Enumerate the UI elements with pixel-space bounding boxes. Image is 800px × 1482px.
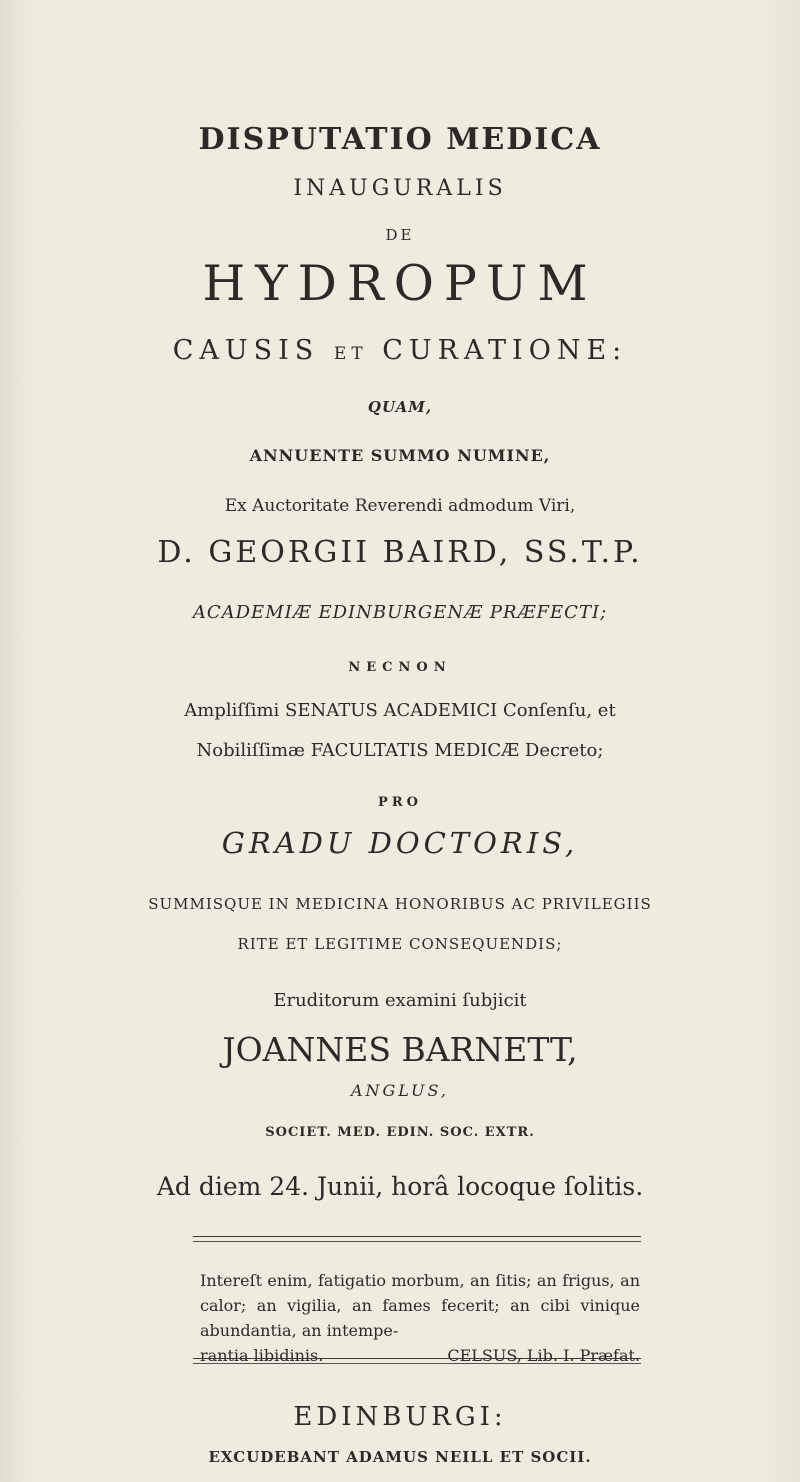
imprint-printer: EXCUDEBANT ADAMUS NEILL ET SOCII. xyxy=(208,1448,592,1466)
divider-rule-top-1 xyxy=(193,1236,641,1237)
academiae-edinburgenae: ACADEMIÆ EDINBURGENÆ PRÆFECTI; xyxy=(192,602,608,623)
necnon: NECNON xyxy=(348,660,452,675)
annuente-summo-numine: ANNUENTE SUMMO NUMINE, xyxy=(249,446,551,465)
eruditorum-examini: Eruditorum examini ſubjicit xyxy=(273,990,527,1011)
subject-curatione: CURATIONE: xyxy=(382,335,628,366)
divider-rule-bottom-1 xyxy=(193,1358,641,1359)
quote-text: Intereſt enim, fatigatio morbum, an ſitis; an frigus, an calor; an vigilia, an fames fecerit; an cibi vinique abundantia, an intempe- xyxy=(200,1271,640,1340)
epigraph-quote xyxy=(200,1268,640,1368)
quote-text-end: rantia libidinis. xyxy=(200,1346,324,1365)
author-society: SOCIET. MED. EDIN. SOC. EXTR. xyxy=(265,1125,535,1140)
quam: QUAM, xyxy=(367,398,433,416)
gradu-doctoris: GRADU DOCTORIS, xyxy=(221,826,579,860)
divider-rule-top-2 xyxy=(193,1241,641,1242)
author-nationality: ANGLUS, xyxy=(350,1081,450,1100)
imprint-city: EDINBURGI: xyxy=(293,1402,507,1432)
rite-line: RITE ET LEGITIME CONSEQUENDIS; xyxy=(237,935,563,953)
ad-diem: Ad diem 24. Junii, horâ locoque ſolitis. xyxy=(156,1172,644,1201)
subject-causis-line xyxy=(0,335,800,366)
quote-last-line xyxy=(200,1343,640,1368)
summisque-line: SUMMISQUE IN MEDICINA HONORIBUS AC PRIVILEGIIS xyxy=(148,895,652,913)
title-de: DE xyxy=(385,226,415,244)
georgii-baird: D. GEORGII BAIRD, SS.T.P. xyxy=(157,535,643,570)
pro: PRO xyxy=(378,795,422,810)
nobilissimae-facultatis: Nobiliſſimæ FACULTATIS MEDICÆ Decreto; xyxy=(196,740,604,761)
subject-hydropum: HYDROPUM xyxy=(202,255,598,312)
subject-causis: CAUSIS xyxy=(172,335,320,366)
divider-rule-bottom-2 xyxy=(193,1363,641,1364)
subject-et: ET xyxy=(333,344,368,364)
author-name: JOANNES BARNETT, xyxy=(222,1030,578,1069)
amplissimi-senatus: Ampliſſimi SENATUS ACADEMICI Conſenſu, et xyxy=(184,700,616,721)
quote-source: CELSUS, Lib. I. Præfat. xyxy=(447,1346,640,1365)
ex-auctoritate: Ex Auctoritate Reverendi admodum Viri, xyxy=(224,496,576,516)
title-inauguralis: INAUGURALIS xyxy=(293,176,507,201)
title-disputatio-medica: DISPUTATIO MEDICA xyxy=(198,122,602,157)
